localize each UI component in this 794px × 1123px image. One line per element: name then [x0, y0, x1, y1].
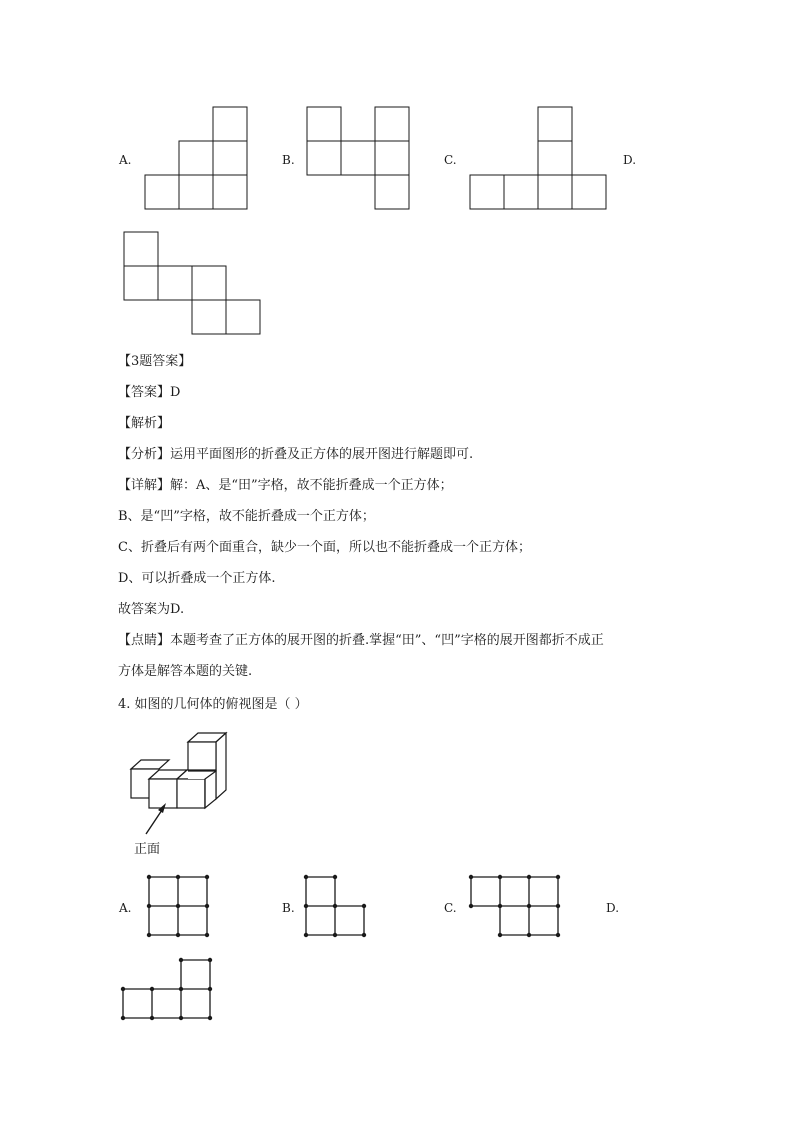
- q3-detail-3: C、折叠后有两个面重合，缺少一个面，所以也不能折叠成一个正方体；: [118, 540, 531, 555]
- q4-option-d-label: D.: [606, 901, 620, 915]
- q3-detail-1: 【详解】解：A、是“田”字格，故不能折叠成一个正方体；: [118, 478, 453, 493]
- q3-answer: 【答案】D: [118, 385, 181, 400]
- q3-analysis-title: 【解析】: [118, 416, 171, 431]
- q4-option-b-label: B.: [282, 901, 295, 915]
- q3-option-c-label: C.: [444, 153, 457, 167]
- q3-dianjing-1: 【点睛】本题考查了正方体的展开图的折叠.掌握“田”、“凹”字格的展开图都折不成正: [118, 633, 604, 648]
- q3-fenxi: 【分析】运用平面图形的折叠及正方体的展开图进行解题即可.: [118, 447, 474, 462]
- q3-detail-2: B、是“凹”字格，故不能折叠成一个正方体；: [118, 509, 375, 524]
- front-view-label: 正面: [134, 842, 161, 857]
- q4-stem: 4. 如图的几何体的俯视图是（ ）: [118, 697, 308, 712]
- q3-option-a-label: A.: [119, 153, 132, 167]
- q3-option-b-label: B.: [282, 153, 295, 167]
- q3-detail-4: D、可以折叠成一个正方体.: [118, 571, 276, 586]
- q4-option-c-label: C.: [444, 901, 457, 915]
- q3-answer-header: 【3题答案】: [118, 354, 192, 369]
- q4-option-a-label: A.: [119, 901, 132, 915]
- q3-dianjing-2: 方体是解答本题的关键.: [118, 664, 253, 679]
- q3-option-d-label: D.: [623, 153, 637, 167]
- q3-conclusion: 故答案为D.: [118, 602, 185, 617]
